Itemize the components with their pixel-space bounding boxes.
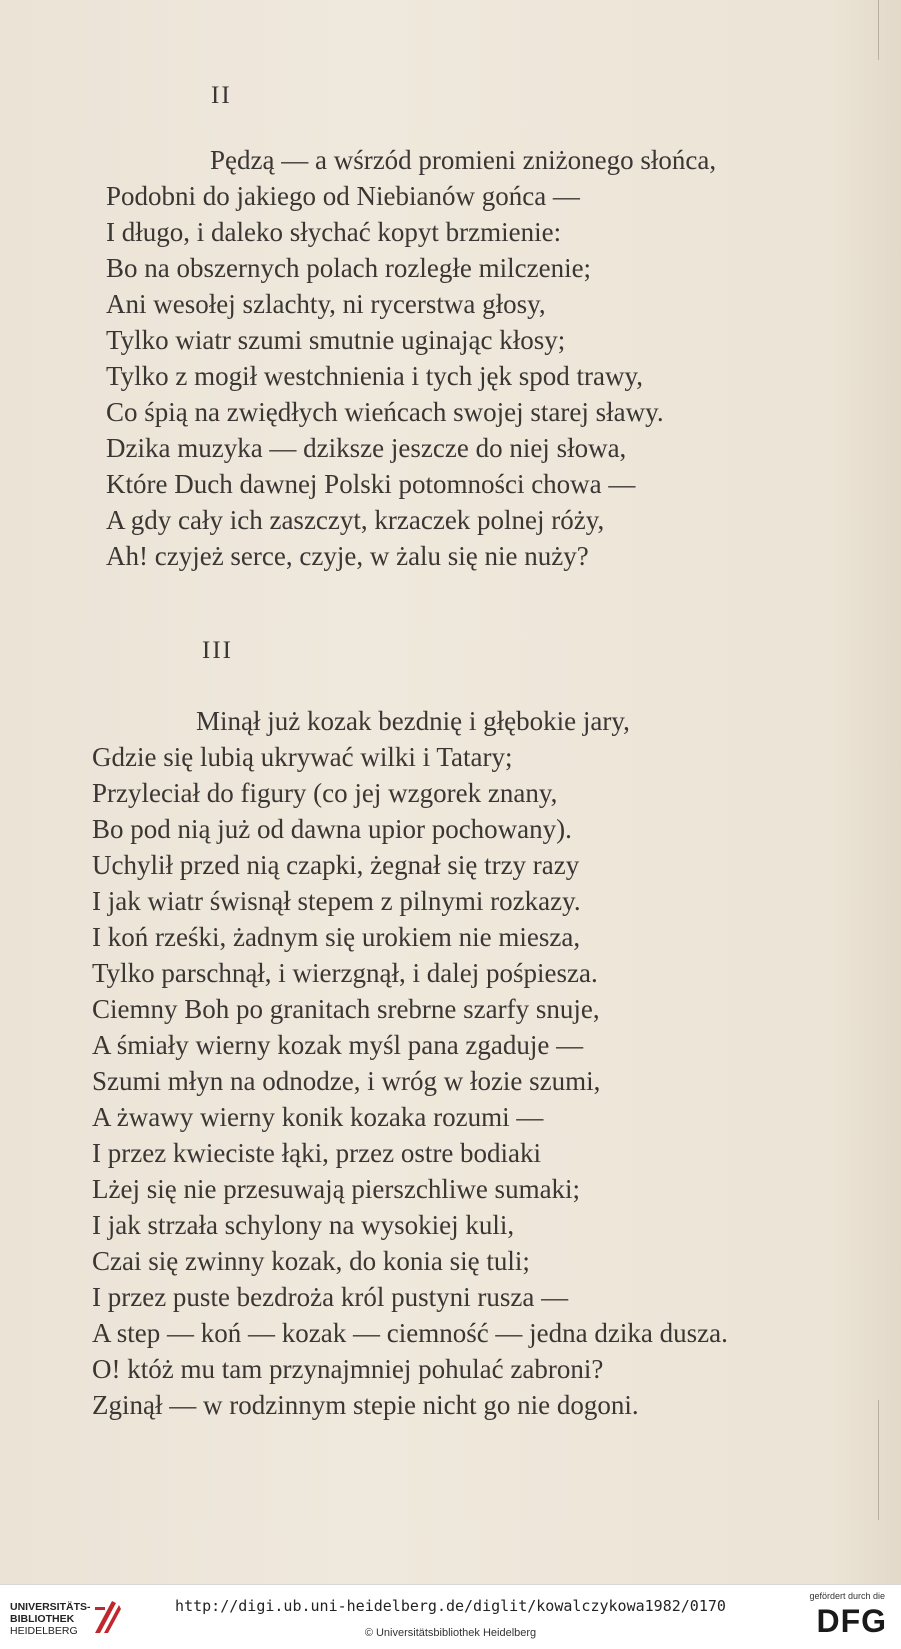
library-name-line: HEIDELBERG — [10, 1625, 78, 1637]
verse-line: I koń rześki, żadnym się urokiem nie miesza, — [92, 922, 581, 952]
verse-line: I przez puste bezdroża król pustyni rusza — — [92, 1282, 569, 1312]
library-name-line: BIBLIOTHEK — [10, 1613, 75, 1625]
verse-line: Ah! czyjeż serce, czyje, w żalu się nie nuży? — [106, 541, 589, 571]
verse-line: Lżej się nie przesuwają pierszchliwe sumaki; — [92, 1174, 581, 1204]
verse-line: Podobni do jakiego od Niebianów gońca — — [106, 181, 580, 211]
verse-line: Ani wesołej szlachty, ni rycerstwa głosy, — [106, 289, 546, 319]
copyright-text: © Universitätsbibliothek Heidelberg — [364, 1627, 537, 1639]
footer-bar — [0, 1584, 901, 1649]
verse-line: Które Duch dawnej Polski potomności chowa — — [106, 469, 636, 499]
verse-line: Przyleciał do figury (co jej wzgorek znany, — [92, 778, 558, 808]
verse-line: Tylko z mogił westchnienia i tych jęk spod trawy, — [106, 361, 643, 391]
verse-line: Bo pod nią już od dawna upior pochowany). — [92, 814, 572, 844]
source-url-link[interactable]: http://digi.ub.uni-heidelberg.de/diglit/kowalczykowa1982/0170 — [175, 1597, 726, 1615]
page-edge-line — [878, 0, 879, 60]
verse-line: I jak wiatr świsnął stepem z pilnymi rozkazy. — [92, 886, 581, 916]
verse-line: I przez kwieciste łąki, przez ostre bodiaki — [92, 1138, 542, 1168]
verse-line: Uchylił przed nią czapki, żegnał się trzy razy — [92, 850, 580, 880]
page-edge-line — [878, 1400, 879, 1520]
verse-line: Co śpią na zwiędłych wieńcach swojej starej sławy. — [106, 397, 664, 427]
verse-line: Zginął — w rodzinnym stepie nicht go nie dogoni. — [92, 1390, 639, 1420]
verse-line: Czai się zwinny kozak, do konia się tuli; — [92, 1246, 530, 1276]
verse-line: Minął już kozak bezdnię i głębokie jary, — [196, 706, 630, 736]
stanza-2 — [106, 142, 716, 574]
library-name-line: UNIVERSITÄTS- — [10, 1601, 91, 1613]
verse-line: Dzika muzyka — dziksze jeszcze do niej słowa, — [106, 433, 627, 463]
funded-by-text: gefördert durch die — [809, 1591, 885, 1601]
verse-line: Pędzą — a wśrzód promieni zniżonego słońca, — [210, 145, 717, 175]
verse-line: I długo, i daleko słychać kopyt brzmienie: — [106, 217, 562, 247]
verse-line: Ciemny Boh po granitach srebrne szarfy snuje, — [92, 994, 600, 1024]
verse-line: Tylko wiatr szumi smutnie uginając kłosy; — [106, 325, 566, 355]
verse-line: A śmiały wierny kozak myśl pana zgaduje — — [92, 1030, 584, 1060]
stanza-3 — [92, 703, 728, 1423]
verse-line: Szumi młyn na odnodze, i wróg w łozie szumi, — [92, 1066, 601, 1096]
section-heading-2: II — [211, 82, 232, 109]
verse-line: Bo na obszernych polach rozległe milczenie; — [106, 253, 592, 283]
verse-line: O! któż mu tam przynajmniej pohulać zabroni? — [92, 1354, 604, 1384]
dfg-logo: DFG — [816, 1603, 887, 1639]
verse-line: A żwawy wierny konik kozaka rozumi — — [92, 1102, 544, 1132]
verse-line: A gdy cały ich zaszczyt, krzaczek polnej róży, — [106, 505, 605, 535]
section-heading-3: III — [202, 637, 233, 664]
verse-line: Gdzie się lubią ukrywać wilki i Tatary; — [92, 742, 513, 772]
verse-line: A step — koń — kozak — ciemność — jedna dzika dusza. — [92, 1318, 728, 1348]
verse-line: Tylko parschnął, i wierzgnął, i dalej pośpiesza. — [92, 958, 598, 988]
verse-line: I jak strzała schylony na wysokiej kuli, — [92, 1210, 515, 1240]
